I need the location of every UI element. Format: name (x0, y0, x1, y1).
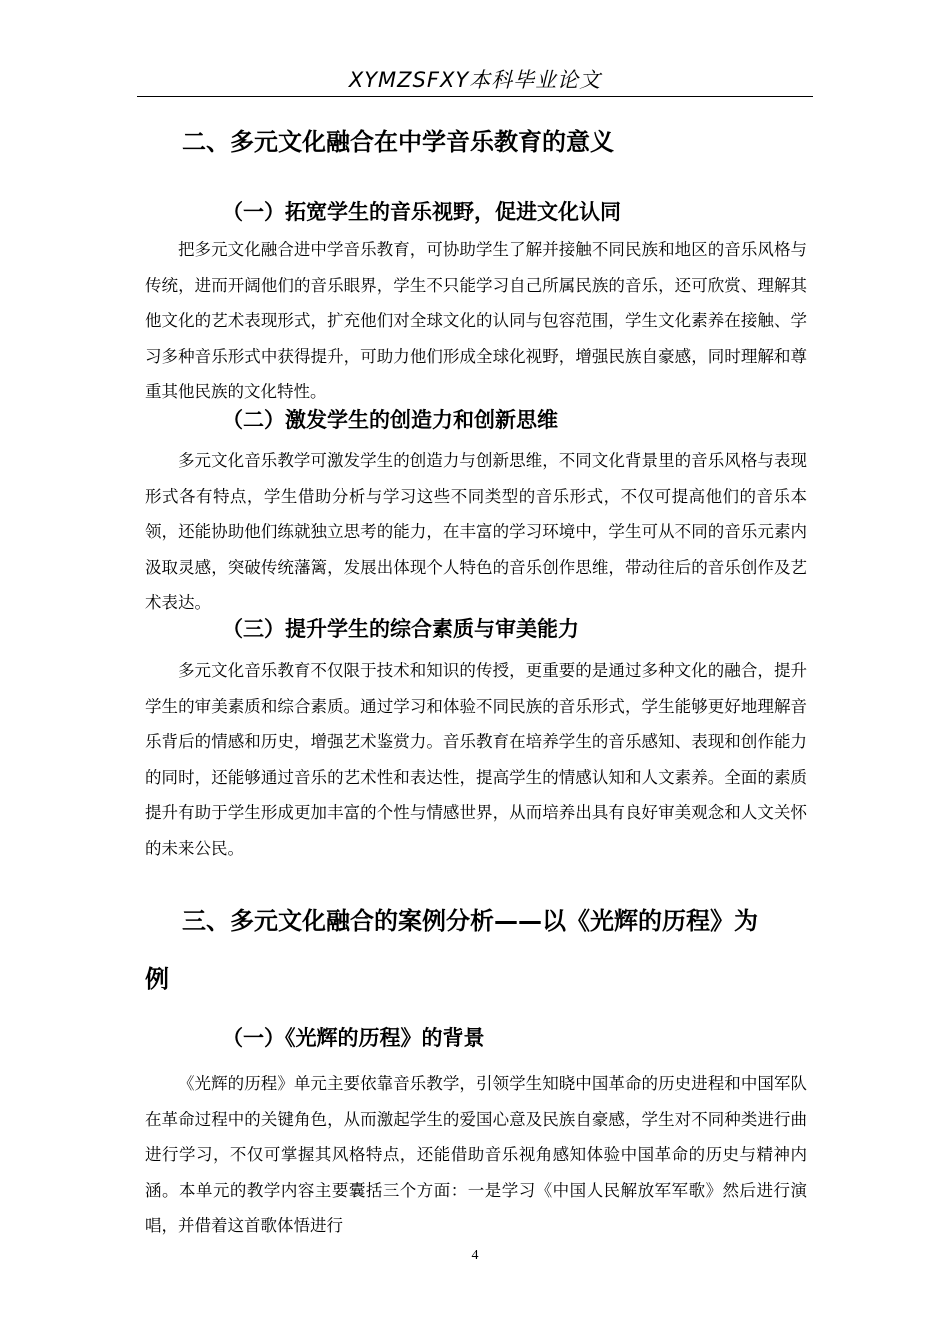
section-3-1-heading: （一）《光辉的历程》的背景 (222, 1026, 485, 1050)
section-3-1-paragraph: 《光辉的历程》单元主要依靠音乐教学，引领学生知晓中国革命的历史进程和中国军队在革命过程中的关键角色，从而激起学生的爱国心意及民族自豪感，学生对不同种类进行曲进行学习，不仅可掌握其风格特点，还能借助音乐视角感知体验中国革命的历史与精神内涵。本单元的教学内容主要囊括三个方面：一是学习《中国人民解放军军歌》然后进行演唱，并借着这首歌体悟进行 (145, 1074, 807, 1235)
header-title: XYMZSFXY本科毕业论文 (348, 68, 602, 92)
section-3-heading (145, 905, 815, 995)
section-2-2-paragraph: 多元文化音乐教学可激发学生的创造力与创新思维，不同文化背景里的音乐风格与表现形式各有特点，学生借助分析与学习这些不同类型的音乐形式，不仅可提高他们的音乐本领，还能协助他们练就独立思考的能力，在丰富的学习环境中，学生可从不同的音乐元素内汲取灵感，突破传统藩篱，发展出体现个人特色的音乐创作思维，带动往后的音乐创作及艺术表达。 (145, 451, 807, 612)
header-divider (137, 96, 813, 97)
section-2-1-heading: （一）拓宽学生的音乐视野，促进文化认同 (222, 200, 621, 224)
section-2-3-heading: （三）提升学生的综合素质与审美能力 (222, 617, 579, 641)
section-2-2-heading: （二）激发学生的创造力和创新思维 (222, 408, 558, 432)
section-3-heading-line-1: 三、多元文化融合的案例分析——以《光辉的历程》为 (182, 907, 758, 935)
section-2-heading: 二、多元文化融合在中学音乐教育的意义 (182, 128, 614, 156)
section-2-3-paragraph: 多元文化音乐教育不仅限于技术和知识的传授，更重要的是通过多种文化的融合，提升学生的审美素质和综合素质。通过学习和体验不同民族的音乐形式，学生能够更好地理解音乐背后的情感和历史，增强艺术鉴赏力。音乐教育在培养学生的音乐感知、表现和创作能力的同时，还能够通过音乐的艺术性和表达性，提高学生的情感认知和人文素养。全面的素质提升有助于学生形成更加丰富的个性与情感世界，从而培养出具有良好审美观念和人文关怀的未来公民。 (145, 661, 807, 858)
section-3-heading-line-2: 例 (145, 965, 169, 993)
page-number: 4 (471, 1248, 479, 1263)
section-2-1-paragraph: 把多元文化融合进中学音乐教育，可协助学生了解并接触不同民族和地区的音乐风格与传统，进而开阔他们的音乐眼界，学生不只能学习自己所属民族的音乐，还可欣赏、理解其他文化的艺术表现形式，扩充他们对全球文化的认同与包容范围，学生文化素养在接触、学习多种音乐形式中获得提升，可助力他们形成全球化视野，增强民族自豪感，同时理解和尊重其他民族的文化特性。 (145, 240, 807, 401)
